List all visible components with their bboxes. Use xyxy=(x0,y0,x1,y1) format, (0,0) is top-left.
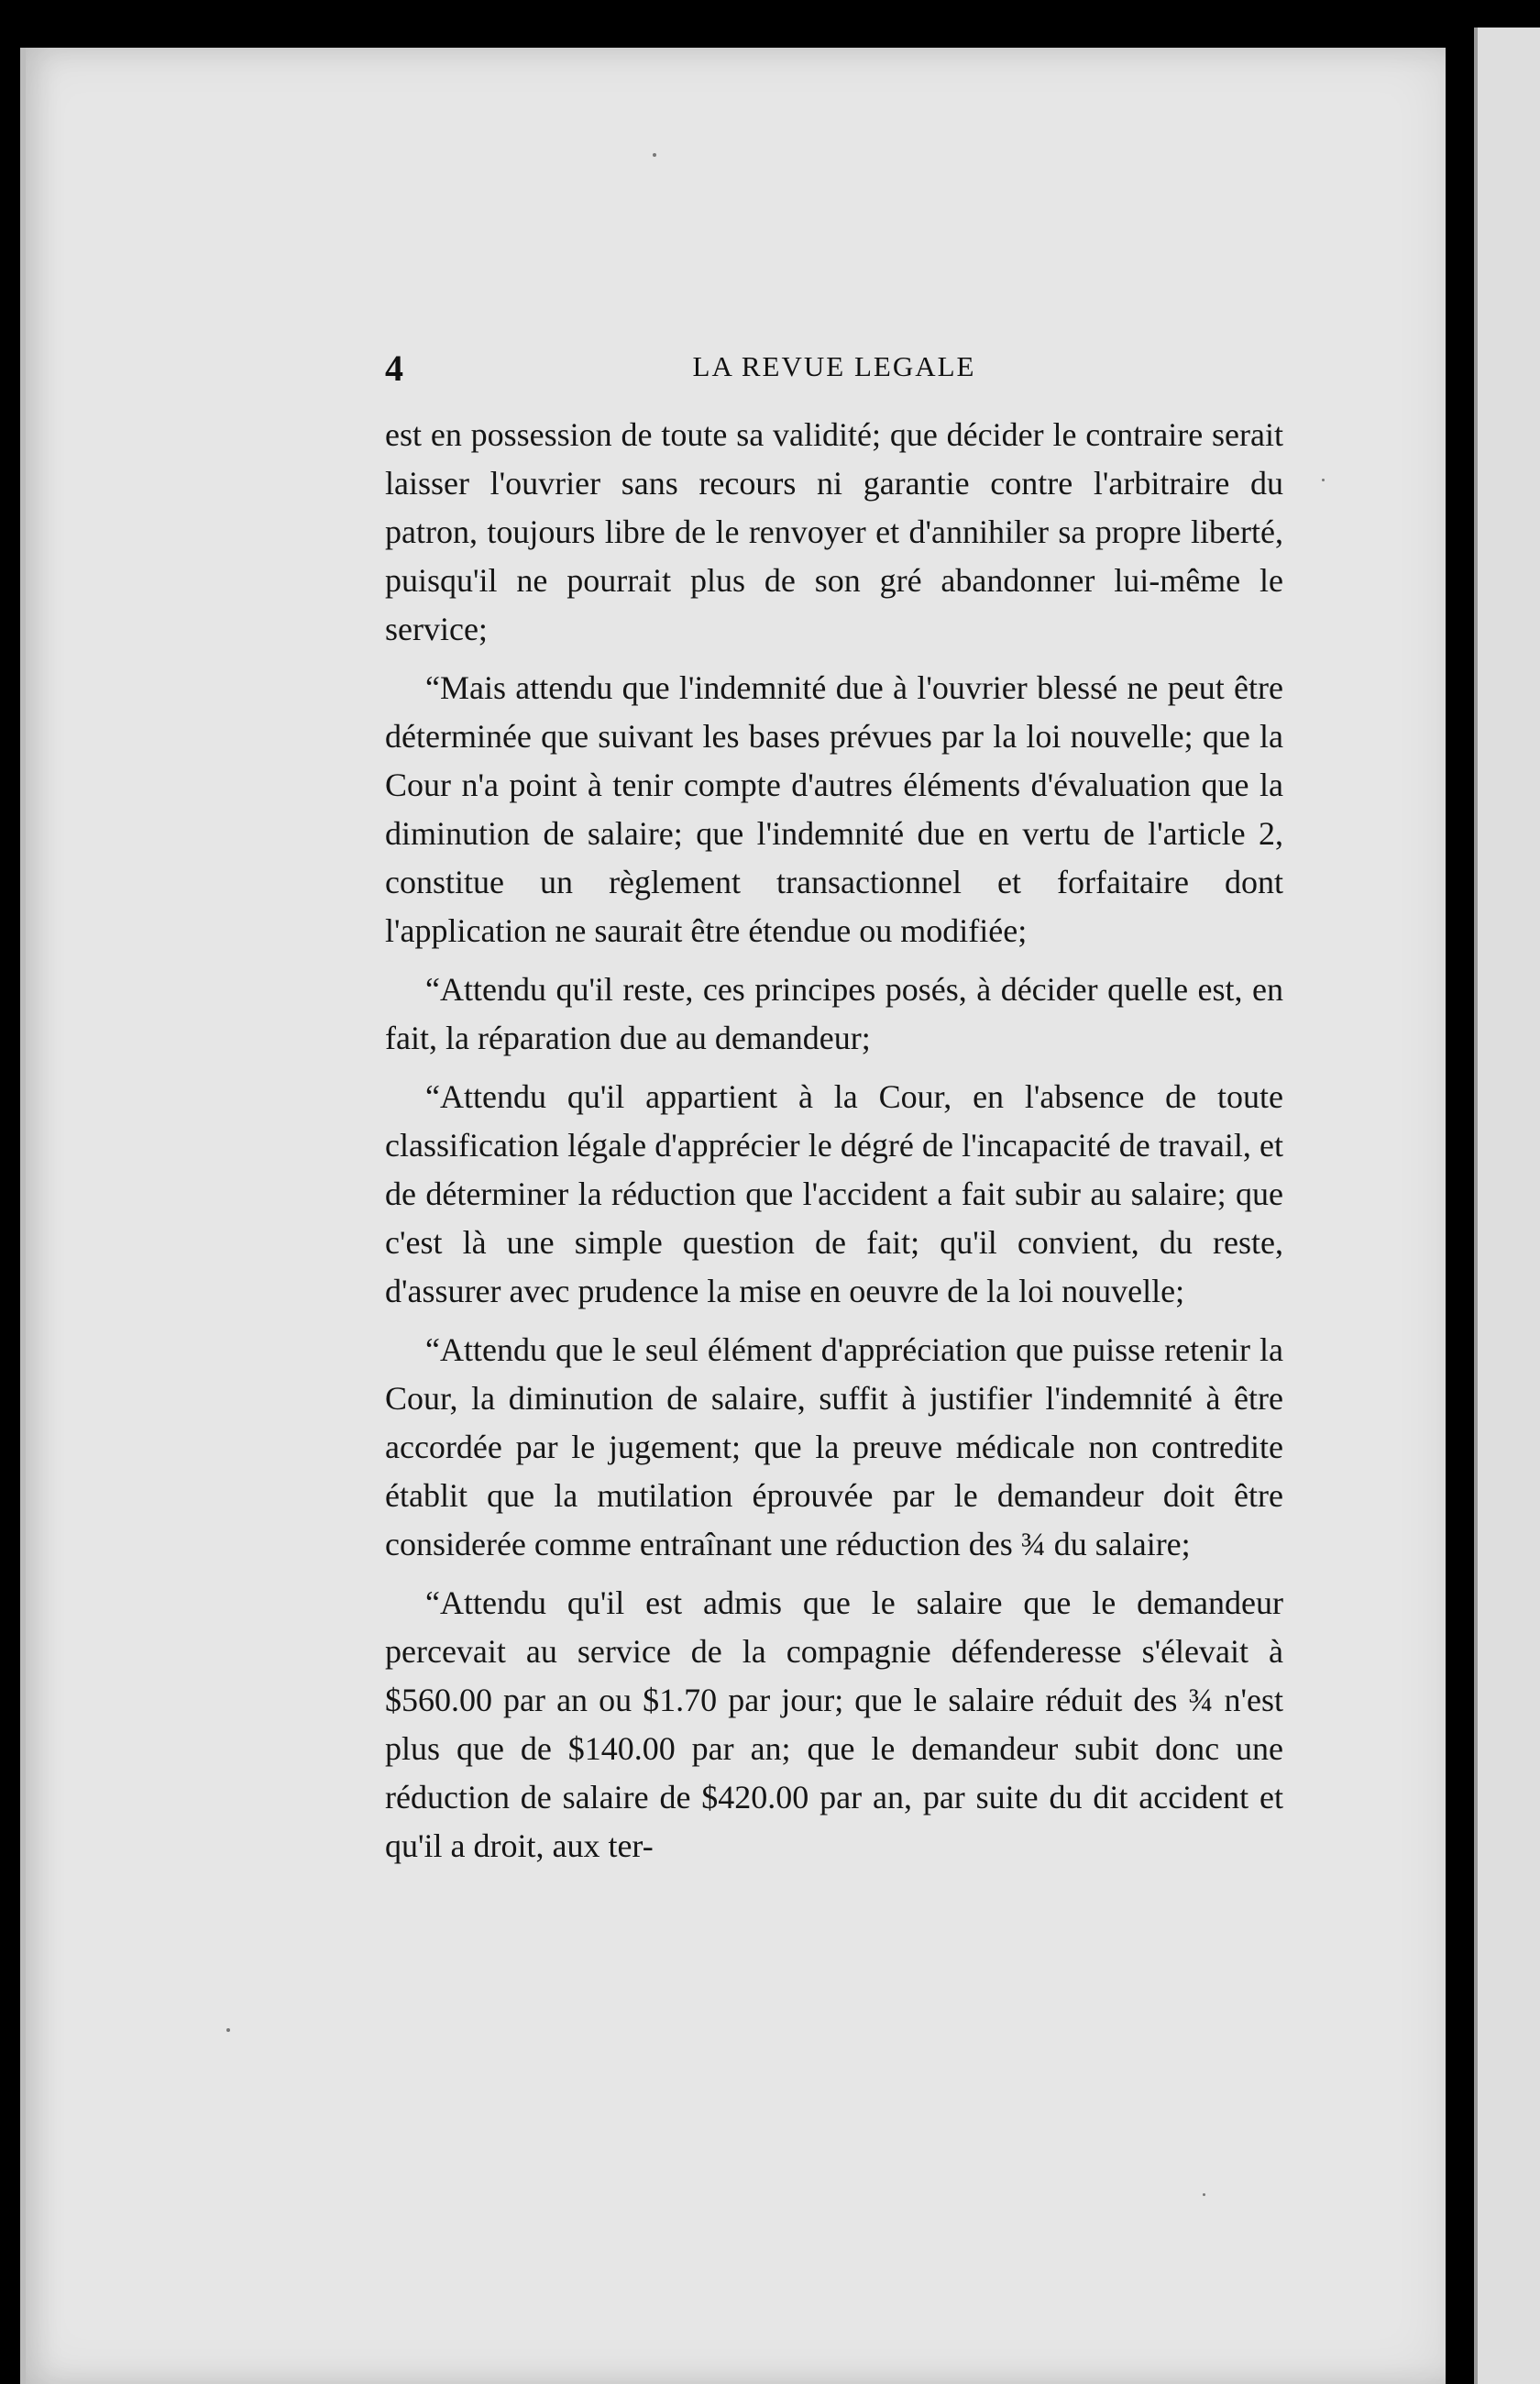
paragraph: “Attendu qu'il est admis que le salaire que le demandeur percevait au service de la compagnie défenderesse s'élevait à $560.00 par an ou $1.70 par jour; que le salaire réduit des ¾ n'est plus que de $140.00 par an; que le demandeur subit donc une réduction de salaire de $420.00 par an, par suite du dit accident et qu'il a droit, aux ter- xyxy=(385,1584,1283,1864)
paper-speck xyxy=(1322,479,1325,481)
paper-speck xyxy=(226,2028,230,2032)
page-header xyxy=(385,347,1283,392)
facing-page-border xyxy=(1474,28,1478,2384)
paper-speck xyxy=(653,153,656,157)
paragraph: est en possession de toute sa validité; que décider le contraire serait laisser l'ouvrier sans recours ni garantie contre l'arbitraire du patron, toujours libre de le renvoyer et d'annihiler sa propre liberté, puisqu'il ne pourrait plus de son gré abandonner lui-même le service; xyxy=(385,416,1283,647)
paragraph: “Mais attendu que l'indemnité due à l'ouvrier blessé ne peut être déterminée que suivant les bases prévues par la loi nouvelle; que la Cour n'a point à tenir compte d'autres éléments d'évaluation que la diminution de salaire; que l'indemnité due en vertu de l'article 2, constitue un règlement transactionnel et forfaitaire dont l'application ne saurait être étendue ou modifiée; xyxy=(385,669,1283,949)
page-body xyxy=(385,411,1283,1881)
paragraph: “Attendu que le seul élément d'appréciation que puisse retenir la Cour, la diminution de salaire, suffit à justifier l'indemnité à être accordée par le jugement; que la preuve médicale non contredite établit que la mutilation éprouvée par le demandeur doit être considerée comme entraînant une réduction des ¾ du salaire; xyxy=(385,1331,1283,1562)
running-head: LA REVUE LEGALE xyxy=(692,350,976,382)
paper-speck xyxy=(1203,2193,1205,2196)
page-gutter xyxy=(1446,0,1474,2384)
paragraph: “Attendu qu'il reste, ces principes posés, à décider quelle est, en fait, la réparation due au demandeur; xyxy=(385,971,1283,1056)
facing-page-edge xyxy=(1474,28,1540,2384)
page-number: 4 xyxy=(385,348,403,389)
paragraph: “Attendu qu'il appartient à la Cour, en l'absence de toute classification légale d'apprécier le dégré de l'incapacité de travail, et de déterminer la réduction que l'accident a fait subir au salaire; que c'est là une simple question de fait; qu'il convient, du reste, d'assurer avec prudence la mise en oeuvre de la loi nouvelle; xyxy=(385,1078,1283,1309)
page-left-edge xyxy=(20,48,26,2384)
